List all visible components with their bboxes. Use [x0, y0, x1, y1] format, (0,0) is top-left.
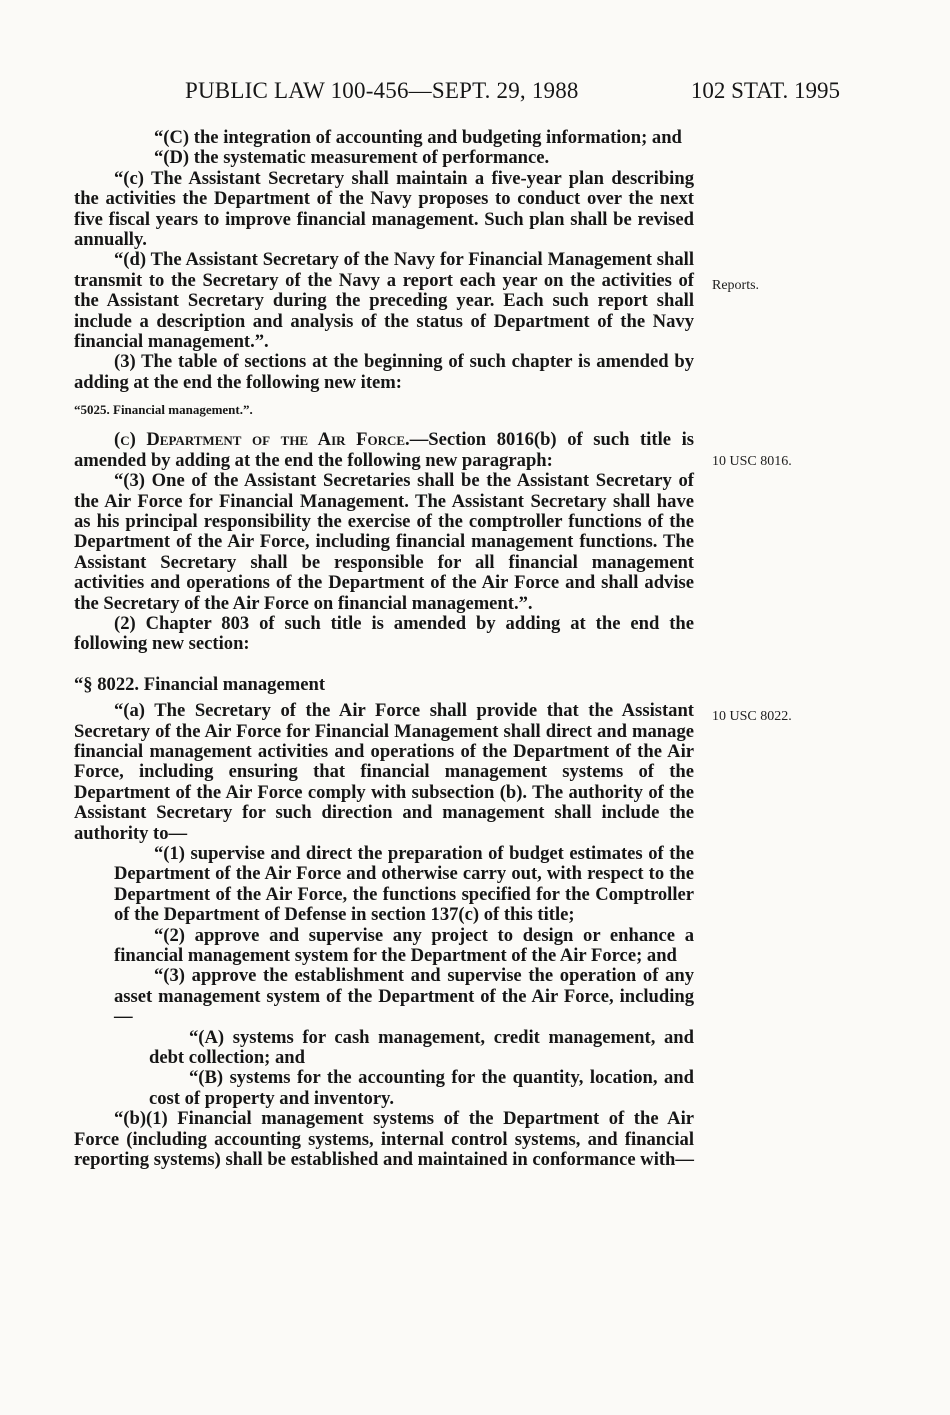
paragraph-3-assistant-secretary: “(3) One of the Assistant Secretaries shall be the Assistant Secretary of the Air Force for Financial Management. The Assistant Secretary shall have as his principal responsibility the exercise of the comptroller functions of the Department of the Air Force, including financial management functions. The Assistant Secretary shall be responsible for all financial management activities and operations of the Department of the Air Force and shall advise the Secretary of the Air Force on financial management.”.: [74, 470, 694, 614]
subsection-c-body: —Section 8016(b) of such title is amended by adding at the end the following new paragraph:: [74, 429, 694, 471]
authority-1-budget: “(1) supervise and direct the preparation of budget estimates of the Department of the Air Force and otherwise carry out, with respect to the Department of the Air Force, the functions specified for the Comptroller of the Department of Defense in section 137(c) of this title;: [114, 843, 694, 926]
subsection-d-reports: “(d) The Assistant Secretary of the Navy for Financial Management shall transmit to the Secretary of the Navy a report each year on the activities of the Assistant Secretary during the preceding year. Each such report shall include a description and analysis of the status of Department of the Navy financial management.”.: [74, 249, 694, 353]
section-8022-heading: “§ 8022. Financial management: [74, 673, 326, 695]
clause-d-measurement: “(D) the systematic measurement of performance.: [154, 147, 550, 169]
section-8022-subsection-b1: “(b)(1) Financial management systems of the Department of the Air Force (including accounting systems, internal control systems, and financial reporting systems) shall be established and maintained in conformance with—: [74, 1108, 694, 1171]
margin-note-usc-8022: 10 USC 8022.: [712, 709, 792, 724]
subsection-c-five-year-plan: “(c) The Assistant Secretary shall maintain a five-year plan describing the activities the Department of the Navy proposes to conduct over the next five fiscal years to improve financial management. Such plan shall be revised annually.: [74, 167, 694, 251]
subsection-c-heading: (c) Department of the Air Force.: [114, 429, 410, 451]
subsection-c-air-force: [74, 430, 694, 471]
clause-c-integration: “(C) the integration of accounting and budgeting information; and: [154, 127, 682, 148]
clause-b-property-accounting: “(B) systems for the accounting for the quantity, location, and cost of property and inventory.: [149, 1067, 694, 1109]
paragraph-3-table-of-sections: (3) The table of sections at the beginning of such chapter is amended by adding at the end the following new item:: [74, 351, 694, 393]
margin-note-usc-8016: 10 USC 8016.: [712, 454, 792, 469]
paragraph-2-chapter-803: (2) Chapter 803 of such title is amended by adding at the end the following new section:: [74, 612, 694, 655]
page-header: [185, 78, 840, 112]
section-8022-subsection-a: “(a) The Secretary of the Air Force shall provide that the Assistant Secretary of the Air Force for Financial Management shall direct and manage financial management activities and operations of the Department of the Air Force, including ensuring that financial management systems of the Department of the Air Force comply with subsection (b). The authority of the Assistant Secretary for such direction and management shall include the authority to—: [74, 700, 694, 844]
header-title: PUBLIC LAW 100-456—SEPT. 29, 1988: [185, 78, 579, 103]
header-stat-page: 102 STAT. 1995: [690, 78, 840, 103]
authority-2-systems: “(2) approve and supervise any project to design or enhance a financial management system for the Department of the Air Force; and: [114, 924, 694, 967]
table-item-5025: “5025. Financial management.”.: [74, 402, 253, 418]
margin-note-reports: Reports.: [712, 278, 760, 293]
authority-3-asset-management: “(3) approve the establishment and supervise the operation of any asset management system of the Department of the Air Force, including—: [114, 965, 694, 1028]
clause-a-cash-management: “(A) systems for cash management, credit management, and debt collection; and: [149, 1026, 694, 1069]
law-text: [74, 128, 694, 1171]
